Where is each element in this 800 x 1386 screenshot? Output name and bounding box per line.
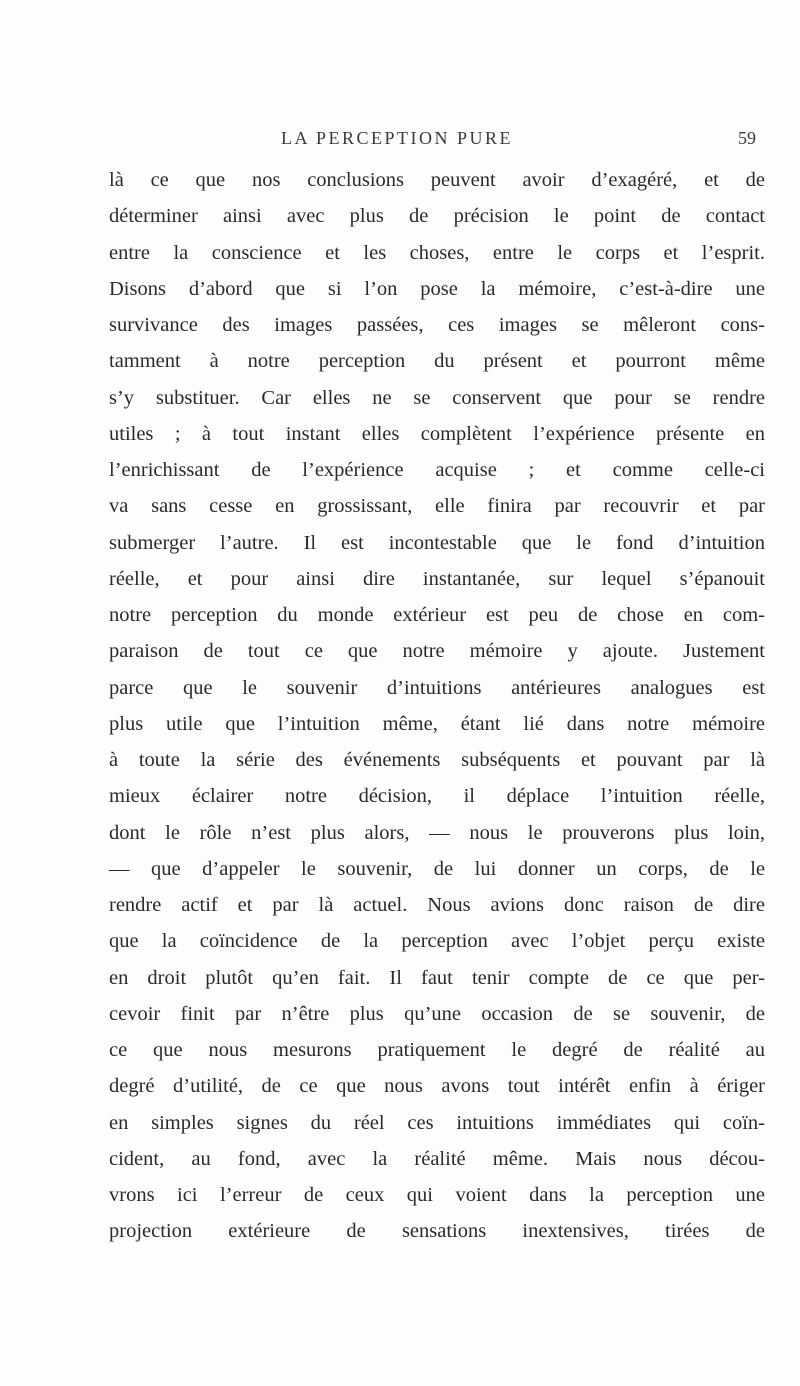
text-line: — que d’appeler le souvenir, de lui donner un corps, de le xyxy=(109,857,765,880)
text-line: degré d’utilité, de ce que nous avons tout intérêt enfin à ériger xyxy=(109,1075,765,1098)
text-line: va sans cesse en grossissant, elle finira par recouvrir et par xyxy=(109,495,765,518)
running-head: LA PERCEPTION PURE xyxy=(280,128,514,148)
text-line: déterminer ainsi avec plus de précision le point de contact xyxy=(109,205,765,228)
page-number: 59 xyxy=(738,128,756,148)
text-line: s’y substituer. Car elles ne se conservent que pour se rendre xyxy=(109,386,765,409)
text-line: cident, au fond, avec la réalité même. Mais nous décou- xyxy=(109,1147,765,1170)
text-line: parce que le souvenir d’intuitions antérieures analogues est xyxy=(109,676,765,699)
text-line: à toute la série des événements subséquents et pouvant par là xyxy=(109,749,765,771)
text-line: tamment à notre perception du présent et pourront même xyxy=(109,350,765,373)
text-line: plus utile que l’intuition même, étant lié dans notre mémoire xyxy=(109,712,765,735)
text-line: que la coïncidence de la perception avec l’objet perçu existe xyxy=(109,930,765,953)
text-line: rendre actif et par là actuel. Nous avions donc raison de dire xyxy=(109,894,765,916)
text-line: ce que nous mesurons pratiquement le degré de réalité au xyxy=(109,1039,765,1061)
text-line: Disons d’abord que si l’on pose la mémoire, c’est-à-dire une xyxy=(109,277,765,300)
text-line: entre la conscience et les choses, entre le corps et l’esprit. xyxy=(109,241,765,264)
text-line: réelle, et pour ainsi dire instantanée, sur lequel s’épanouit xyxy=(109,567,765,590)
text-line: en droit plutôt qu’en fait. Il faut tenir compte de ce que per- xyxy=(109,966,765,989)
body-text xyxy=(109,162,765,1250)
text-line: projection extérieure de sensations inextensives, tirées de xyxy=(109,1220,765,1243)
text-line: submerger l’autre. Il est incontestable que le fond d’intuition xyxy=(109,531,765,554)
text-line: paraison de tout ce que notre mémoire y ajoute. Justement xyxy=(109,640,765,663)
text-line: utiles ; à tout instant elles complètent l’expérience présente en xyxy=(109,422,765,445)
text-line: cevoir finit par n’être plus qu’une occasion de se souvenir, de xyxy=(109,1002,765,1025)
text-line: en simples signes du réel ces intuitions immédiates qui coïn- xyxy=(109,1111,765,1134)
text-line: mieux éclairer notre décision, il déplace l’intuition réelle, xyxy=(109,785,765,808)
text-line: dont le rôle n’est plus alors, — nous le prouverons plus loin, xyxy=(109,821,765,844)
text-line: là ce que nos conclusions peuvent avoir d’exagéré, et de xyxy=(109,169,765,191)
text-line: l’enrichissant de l’expérience acquise ; et comme celle-ci xyxy=(109,459,765,481)
text-line: vrons ici l’erreur de ceux qui voient dans la perception une xyxy=(109,1184,765,1206)
text-line: notre perception du monde extérieur est peu de chose en com- xyxy=(109,604,765,626)
text-line: survivance des images passées, ces images se mêleront cons- xyxy=(109,314,765,336)
